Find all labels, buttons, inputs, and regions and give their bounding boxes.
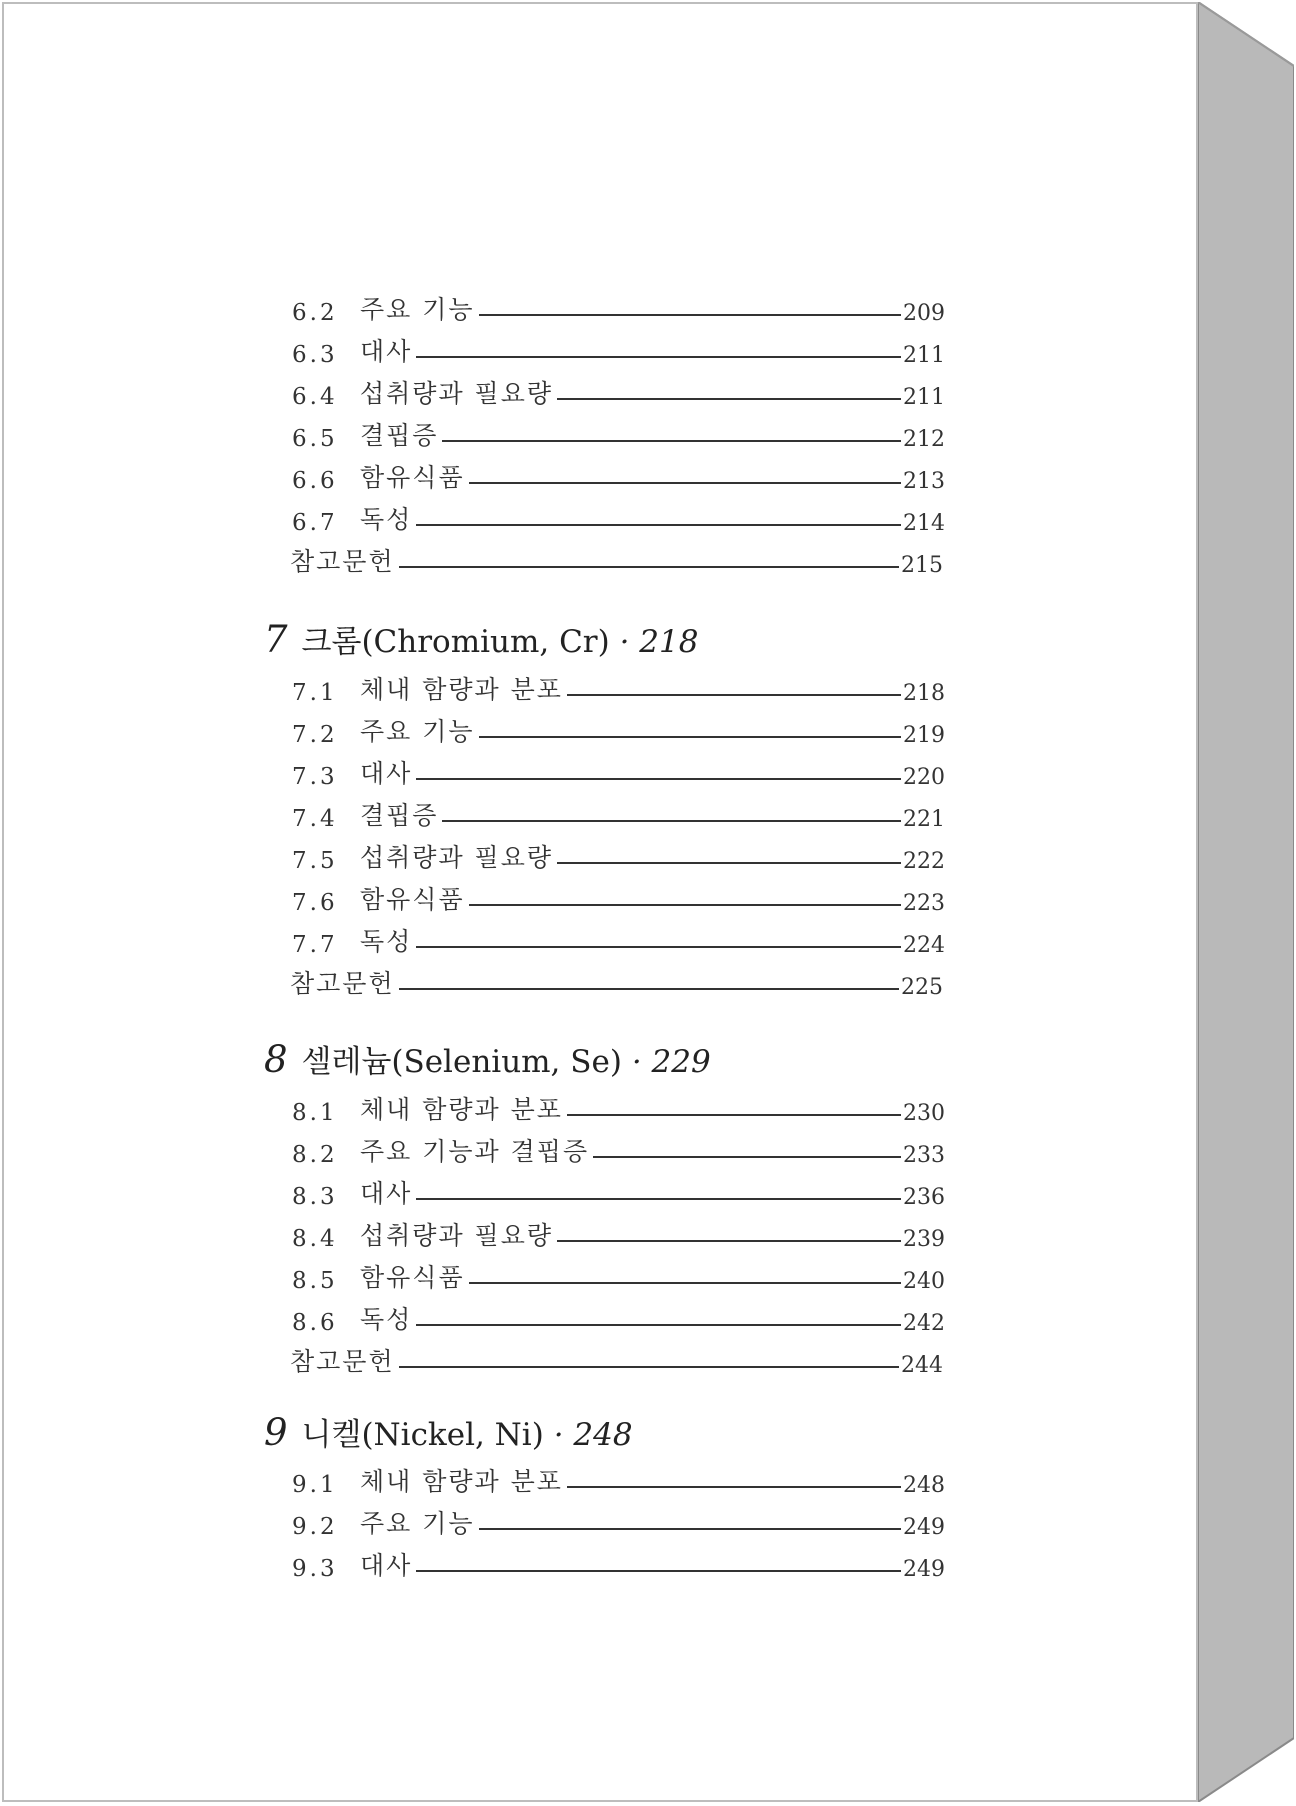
leader-line [416, 778, 901, 780]
entry-page-number: 215 [901, 553, 943, 578]
leader-line [557, 862, 901, 864]
leader-line [469, 904, 901, 906]
book-edge [1198, 2, 1294, 1802]
entry-page-number: 214 [903, 511, 945, 536]
entry-title: 대사 [360, 1551, 413, 1580]
toc-entry [292, 334, 945, 368]
entry-number: 6.2 [292, 300, 338, 326]
entry-number: 9.3 [292, 1556, 338, 1582]
leader-line [442, 440, 901, 442]
entry-page-number: 223 [903, 891, 945, 916]
chapter-page: · 218 [619, 624, 699, 660]
entry-title: 함유식품 [360, 1263, 465, 1292]
entry-title: 주요 기능 [360, 1509, 475, 1538]
entry-page-number: 213 [903, 469, 945, 494]
leader-line [469, 1282, 901, 1284]
entry-number: 6.6 [292, 468, 338, 494]
leader-line [567, 1486, 901, 1488]
chapter-page: · 229 [631, 1044, 711, 1080]
toc-entry [292, 798, 945, 832]
chapter-7-heading [264, 616, 698, 661]
leader-line [479, 1528, 901, 1530]
entry-page-number: 221 [903, 807, 945, 832]
leader-line [442, 820, 901, 822]
entry-number: 8.1 [292, 1100, 338, 1126]
toc-entry [292, 756, 945, 790]
entry-number: 7.3 [292, 764, 338, 790]
entry-title: 독성 [360, 505, 413, 534]
leader-line [479, 314, 901, 316]
toc-entry [290, 1344, 943, 1378]
leader-line [479, 736, 901, 738]
toc-entry [292, 1260, 945, 1294]
toc-entry [292, 1134, 945, 1168]
leader-line [399, 1366, 899, 1368]
entry-title: 독성 [360, 927, 413, 956]
leader-line [557, 1240, 901, 1242]
leader-line [416, 946, 901, 948]
entry-number: 9.1 [292, 1472, 338, 1498]
leader-line [567, 1114, 901, 1116]
entry-page-number: 249 [903, 1557, 945, 1582]
leader-line [399, 566, 899, 568]
chapter-number: 7 [264, 618, 288, 661]
leader-line [416, 1198, 901, 1200]
entry-number: 7.1 [292, 680, 338, 706]
entry-number: 7.4 [292, 806, 338, 832]
entry-title: 함유식품 [360, 885, 465, 914]
entry-title: 주요 기능 [360, 295, 475, 324]
chapter-9-heading [264, 1409, 633, 1454]
toc-entry [292, 714, 945, 748]
toc-entry [292, 1176, 945, 1210]
entry-number: 8.6 [292, 1310, 338, 1336]
entry-number: 6.3 [292, 342, 338, 368]
toc-entry [292, 672, 945, 706]
entry-number: 8.4 [292, 1226, 338, 1252]
leader-line [416, 1570, 901, 1572]
entry-title: 결핍증 [360, 421, 439, 450]
entry-title: 함유식품 [360, 463, 465, 492]
entry-number: 6.5 [292, 426, 338, 452]
toc-entry [292, 924, 945, 958]
toc-entry [292, 840, 945, 874]
leader-line [469, 482, 901, 484]
entry-page-number: 248 [903, 1473, 945, 1498]
entry-title: 섭취량과 필요량 [360, 843, 553, 872]
toc-entry [292, 882, 945, 916]
chapter-title: 셀레늄(Selenium, Se) [301, 1044, 622, 1080]
leader-line [416, 1324, 901, 1326]
toc-entry [290, 544, 943, 578]
toc-entry [292, 418, 945, 452]
toc-entry [292, 1302, 945, 1336]
entry-title: 결핍증 [360, 801, 439, 830]
entry-number: 6.4 [292, 384, 338, 410]
toc-entry [292, 292, 945, 326]
entry-title: 참고문헌 [290, 1347, 395, 1376]
entry-number: 7.5 [292, 848, 338, 874]
entry-page-number: 249 [903, 1515, 945, 1540]
entry-number: 7.6 [292, 890, 338, 916]
toc-entry [292, 1548, 945, 1582]
entry-page-number: 211 [903, 343, 945, 368]
toc-entry [292, 1218, 945, 1252]
entry-number: 7.7 [292, 932, 338, 958]
entry-page-number: 225 [901, 975, 943, 1000]
entry-page-number: 209 [903, 301, 945, 326]
entry-title: 대사 [360, 1179, 413, 1208]
leader-line [399, 988, 899, 990]
entry-page-number: 219 [903, 723, 945, 748]
entry-title: 대사 [360, 759, 413, 788]
entry-title: 주요 기능과 결핍증 [360, 1137, 590, 1166]
toc-entry [292, 1092, 945, 1126]
entry-title: 참고문헌 [290, 547, 395, 576]
entry-page-number: 244 [901, 1353, 943, 1378]
chapter-title: 니켈(Nickel, Ni) [301, 1417, 544, 1453]
leader-line [416, 524, 901, 526]
entry-page-number: 212 [903, 427, 945, 452]
entry-number: 8.5 [292, 1268, 338, 1294]
entry-number: 8.3 [292, 1184, 338, 1210]
entry-title: 체내 함량과 분포 [360, 1095, 563, 1124]
chapter-number: 8 [264, 1038, 288, 1081]
entry-page-number: 233 [903, 1143, 945, 1168]
toc-entry [292, 502, 945, 536]
entry-page-number: 220 [903, 765, 945, 790]
leader-line [557, 398, 901, 400]
toc-entry [290, 966, 943, 1000]
chapter-page: · 248 [553, 1417, 633, 1453]
entry-page-number: 236 [903, 1185, 945, 1210]
entry-title: 체내 함량과 분포 [360, 1467, 563, 1496]
book-page [2, 2, 1198, 1802]
entry-title: 참고문헌 [290, 969, 395, 998]
entry-page-number: 222 [903, 849, 945, 874]
entry-page-number: 230 [903, 1101, 945, 1126]
entry-title: 주요 기능 [360, 717, 475, 746]
entry-title: 체내 함량과 분포 [360, 675, 563, 704]
entry-number: 8.2 [292, 1142, 338, 1168]
entry-page-number: 240 [903, 1269, 945, 1294]
chapter-number: 9 [264, 1411, 288, 1454]
entry-number: 9.2 [292, 1514, 338, 1540]
leader-line [593, 1156, 901, 1158]
entry-number: 7.2 [292, 722, 338, 748]
toc-entry [292, 1464, 945, 1498]
leader-line [416, 356, 901, 358]
entry-page-number: 239 [903, 1227, 945, 1252]
entry-page-number: 224 [903, 933, 945, 958]
entry-page-number: 218 [903, 681, 945, 706]
toc-entry [292, 460, 945, 494]
leader-line [567, 694, 901, 696]
entry-title: 섭취량과 필요량 [360, 379, 553, 408]
entry-page-number: 242 [903, 1311, 945, 1336]
toc-entry [292, 376, 945, 410]
entry-title: 섭취량과 필요량 [360, 1221, 553, 1250]
entry-page-number: 211 [903, 385, 945, 410]
entry-title: 대사 [360, 337, 413, 366]
entry-number: 6.7 [292, 510, 338, 536]
chapter-title: 크롬(Chromium, Cr) [301, 624, 610, 660]
chapter-8-heading [264, 1036, 711, 1081]
toc-entry [292, 1506, 945, 1540]
entry-title: 독성 [360, 1305, 413, 1334]
